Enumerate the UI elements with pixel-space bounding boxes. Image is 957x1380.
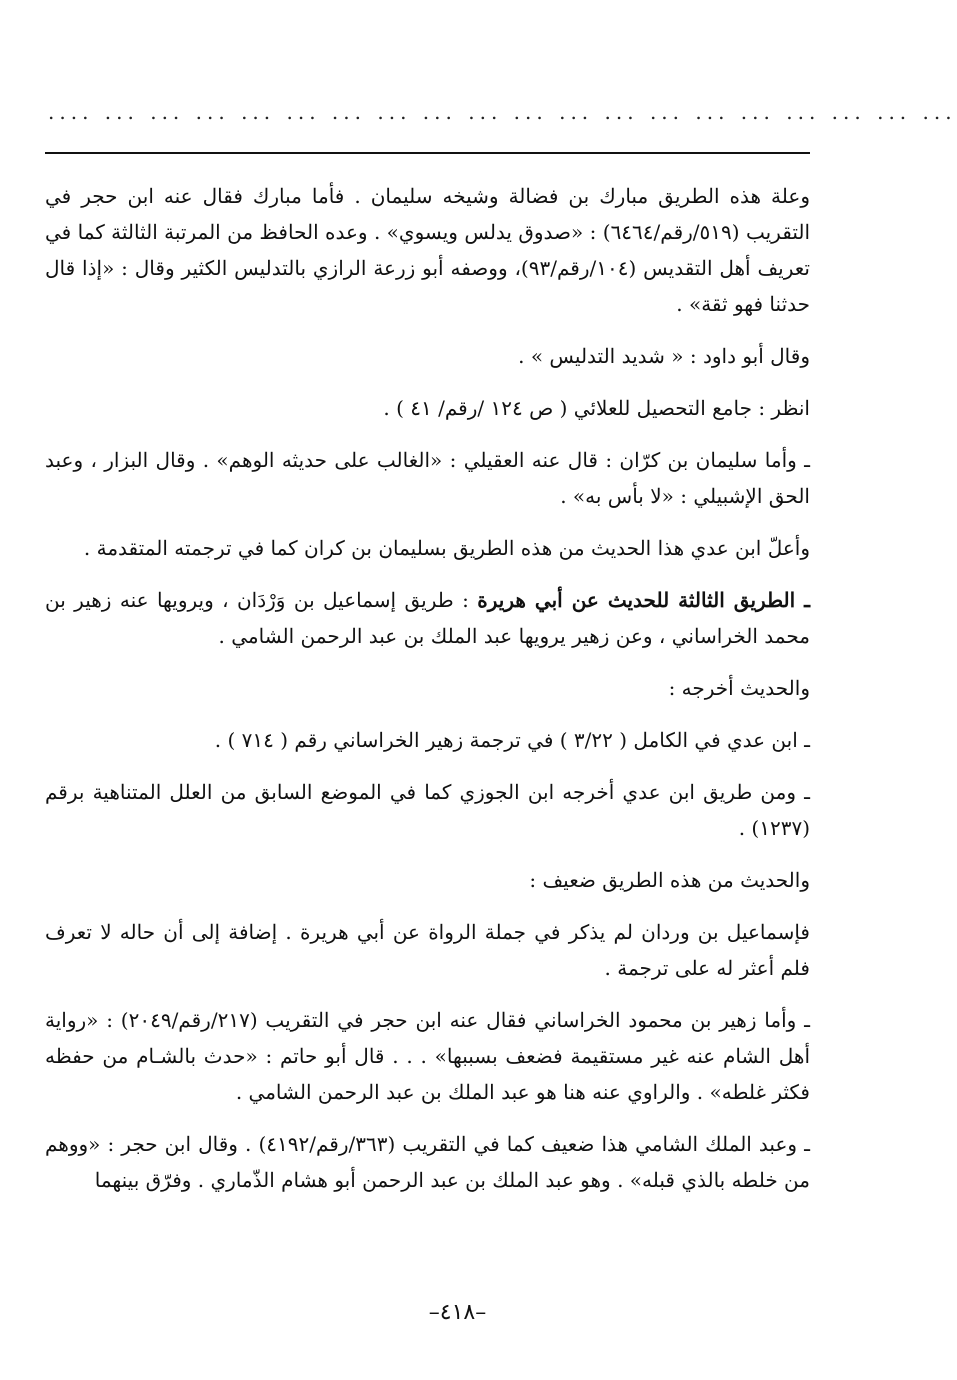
paragraph-9: ـ ومن طريق ابن عدي أخرجه ابن الجوزي كما في الموضع السابق من العلل المتناهية برقم (١٢٣٧) . [45,780,810,840]
paragraph-5: وأعلّ ابن عدي هذا الحديث من هذه الطريق بسليمان بن كران كما في ترجمته المتقدمة . [83,536,810,560]
paragraph-6 [45,582,810,654]
page-number: –٤١٨– [428,1300,487,1325]
paragraph-11: فإسماعيل بن وردان لم يذكر في جملة الرواة عن أبي هريرة . إضافة إلى أن حاله لا تعرف فلم أعثر له على ترجمة . [45,920,810,980]
paragraph-12: ـ وأما زهير بن محمود الخراساني فقال عنه ابن حجر في التقريب (٢١٧/رقم/٢٠٤٩) : «رواية أهل الشام عنه غير مستقيمة فضعف بسببها» . . . قال أبو حاتم : «حدث بالشـام من حفظه فكثر غلطه» . والراوي عنه هنا هو عبد الملك بن عبد الرحمن الشامي . [45,1008,810,1104]
paragraph-1: وعلة هذه الطريق مبارك بن فضالة وشيخه سليمان . فأما مبارك فقال عنه ابن حجر في التقريب (٥١٩/رقم/٦٤٦٤) : «صدوق يدلس ويسوي» . وعده الحافظ من المرتبة الثالثة كما في تعريف أهل التقديس (١٠٤/رقم/٩٣)، ووصفه أبو زرعة الرازي بالتدليس الكثير وقال : «إذا قال حدثنا فهو ثقة» . [45,184,811,316]
paragraph-4: ـ وأما سليمان بن كرّان : قال عنه العقيلي : «الغالب على حديثه الوهم» . وقال البزار ، وعبد الحق الإشبيلي : «لا بأس به» . [45,448,810,508]
paragraph-8: ـ ابن عدي في الكامل ( ٣/٢٢ ) في ترجمة زهير الخراساني رقم ( ٧١٤ ) . [214,728,810,752]
paragraph-2: وقال أبو داود : « شديد التدليس » . [518,344,810,368]
paragraph-3: انظر : جامع التحصيل للعلائي ( ص ١٢٤ /رقم/ ٤١ ) . [383,396,810,420]
paragraph-10: والحديث من هذه الطريق ضعيف : [529,868,810,892]
paragraph-7: والحديث أخرجه : [668,676,810,700]
section-heading: ـ الطريق الثالثة للحديث عن أبي هريرة [477,588,810,612]
section-heading-rest: : طريق إسماعيل بن وَرْدَان ، ويرويها عنه زهير بن محمد الخراساني ، وعن زهير يرويها عبد الملك بن عبد الرحمن الشامي . [45,588,810,648]
paragraph-13: ـ وعبد الملك الشامي هذا ضعيف كما في التقريب (٣٦٣/رقم/٤١٩٢) . وقال ابن حجر : «ووهم من خلطه بالذي قبله» . وهو عبد الملك بن عبد الرحمن أبو هشام الذّماري . وفرّق بينهما [45,1132,810,1192]
page-body [45,178,810,1214]
header-dots: .... ... ... ... ... ... ... ... ... ... ... ... ... ... ... ... ... ... ... ... [48,100,957,124]
header-divider [45,152,810,154]
